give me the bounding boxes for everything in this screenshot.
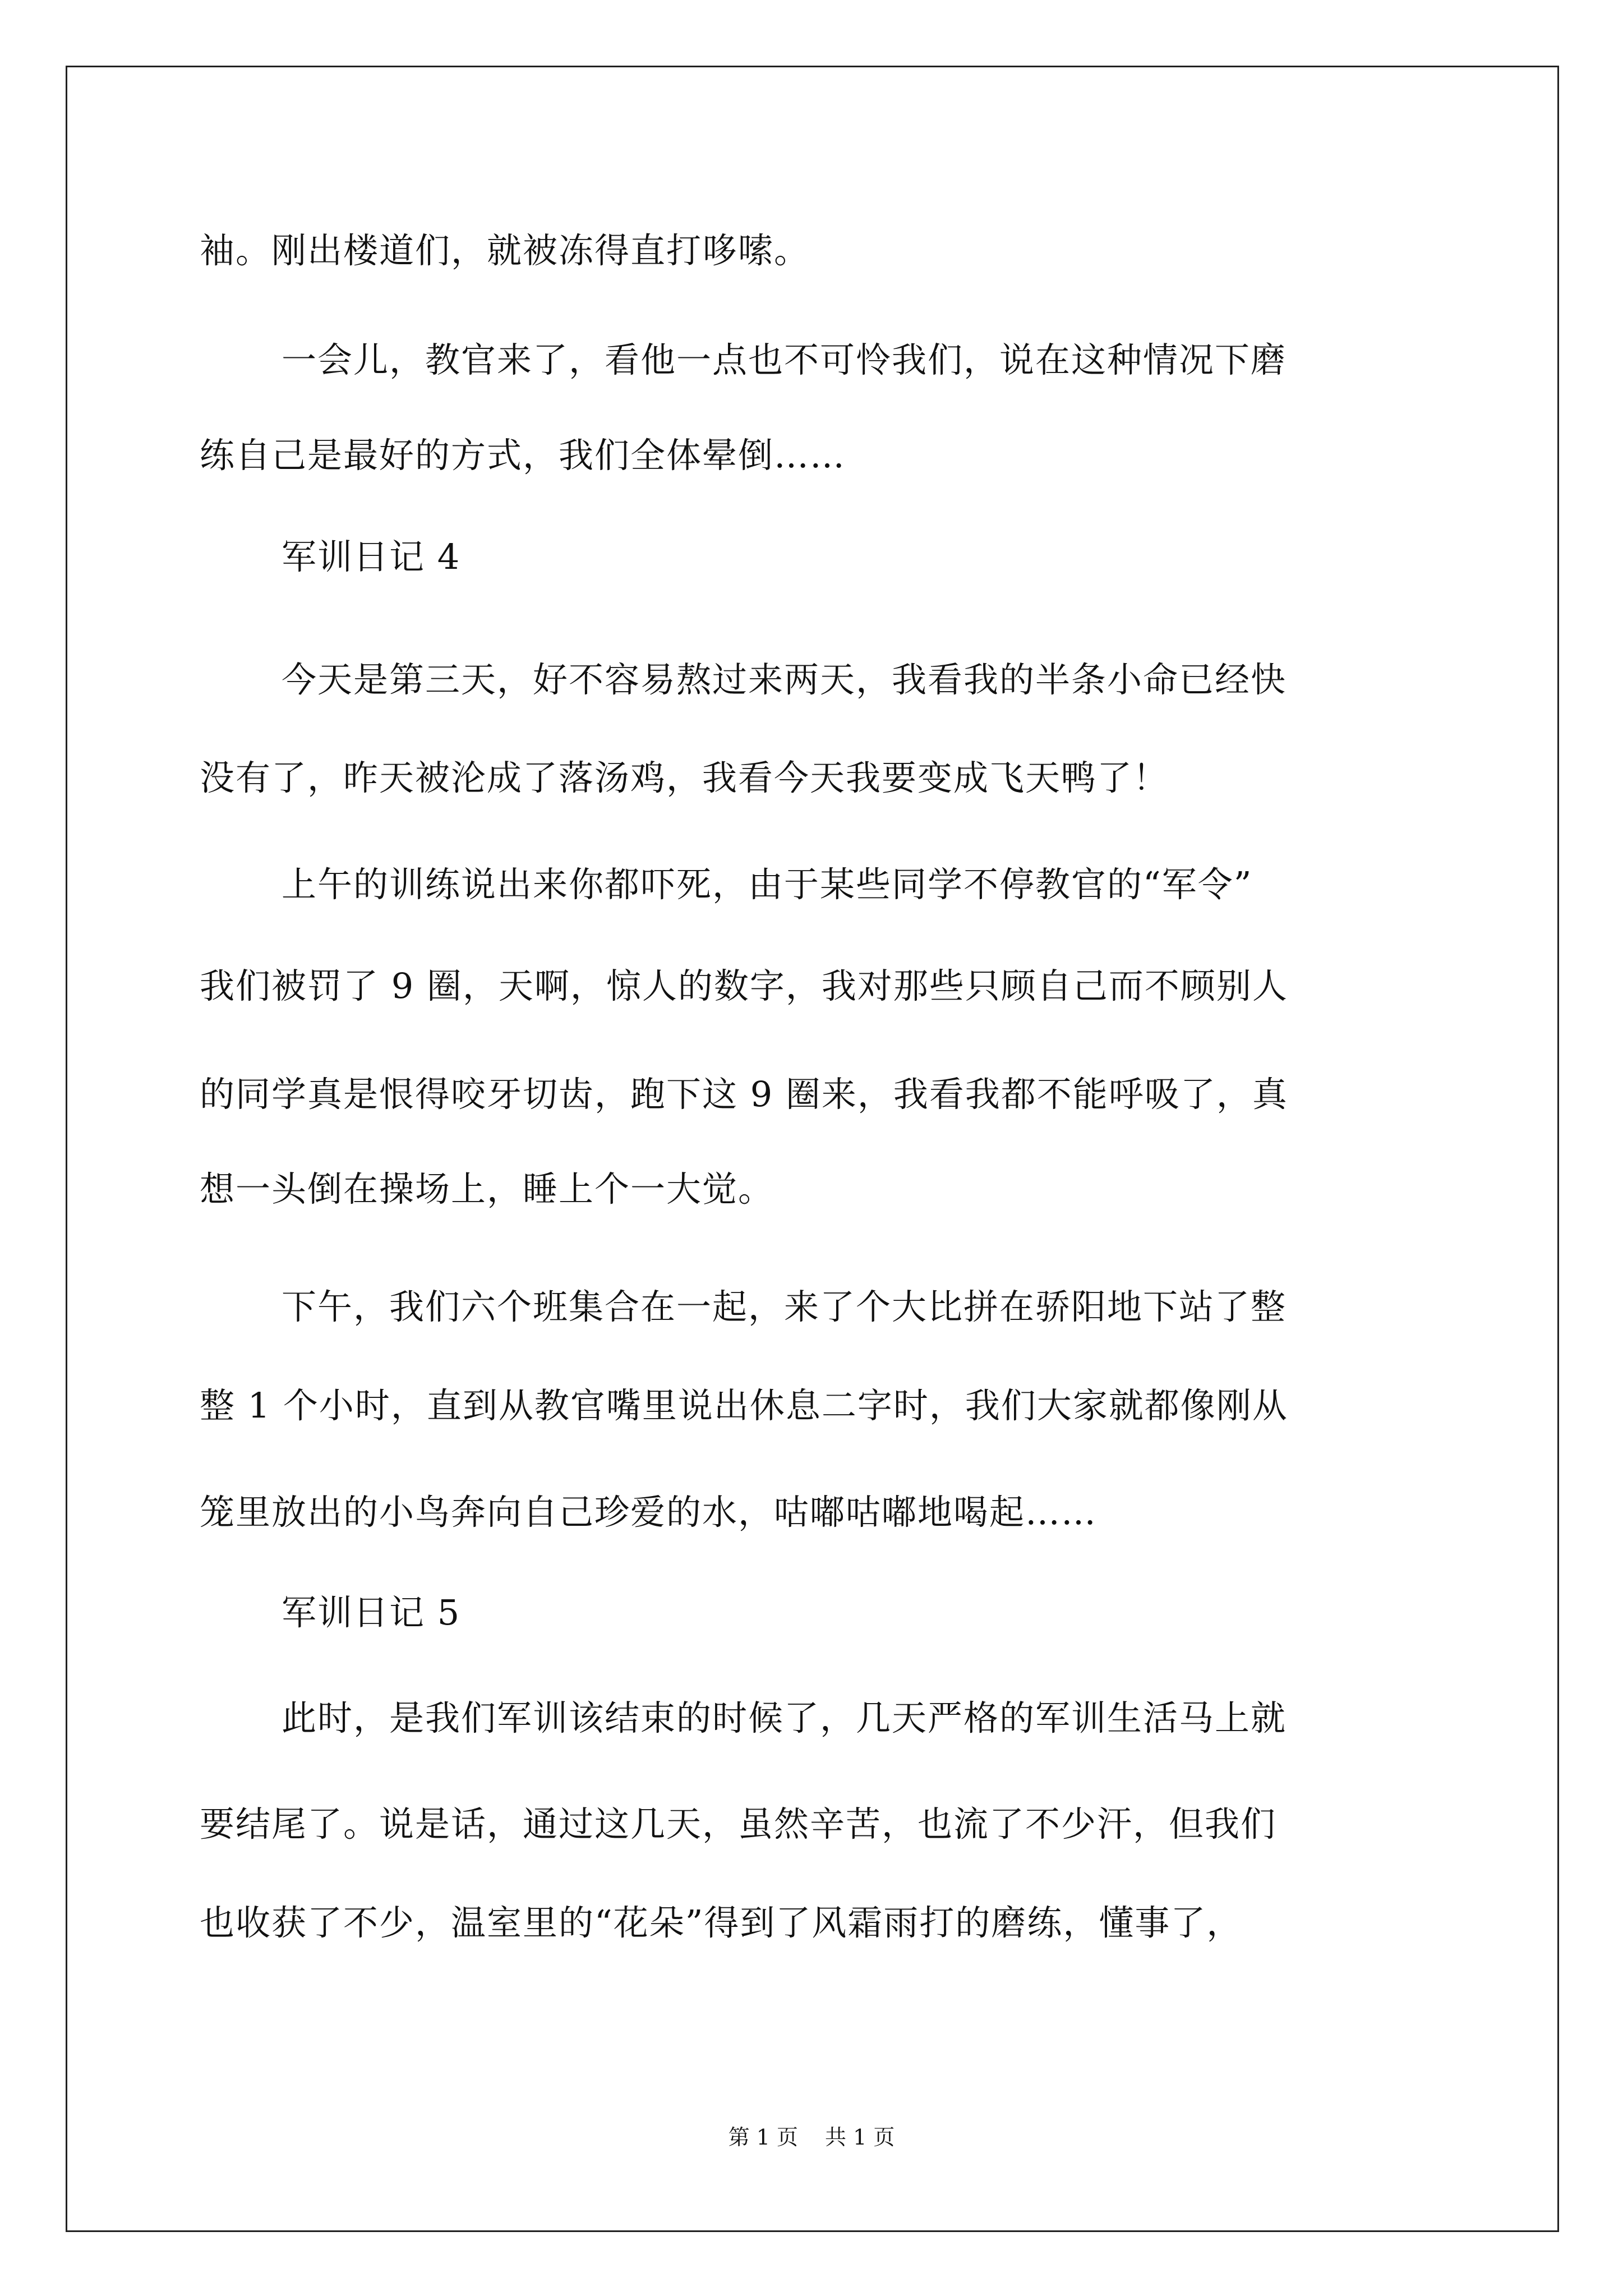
text-line: 今天是第三天，好不容易熬过来两天，我看我的半条小命已经快 [282,659,1287,700]
text-line: 此时，是我们军训该结束的时候了，几天严格的军训生活马上就 [282,1697,1287,1738]
section-heading: 军训日记 5 [282,1592,461,1633]
text-line: 上午的训练说出来你都吓死，由于某些同学不停教官的“军令” [282,864,1253,905]
text-line: 想一头倒在操场上，睡上个一大觉。 [200,1168,774,1209]
text-line: 要结尾了。说是话，通过这几天，虽然辛苦，也流了不少汗，但我们 [200,1803,1277,1844]
page-total: 共 1 页 [825,2125,895,2150]
text-line: 练自己是最好的方式，我们全体晕倒…… [200,435,846,476]
text-line: 袖。刚出楼道们，就被冻得直打哆嗦。 [200,230,810,271]
section-heading: 军训日记 4 [282,536,461,577]
text-line: 也收获了不少，温室里的“花朵”得到了风霜雨打的磨练，懂事了， [200,1902,1243,1943]
text-line: 我们被罚了 9 圈，天啊，惊人的数字，我对那些只顾自己而不顾别人 [200,965,1288,1006]
page-number: 第 1 页 [728,2125,798,2150]
text-line: 笼里放出的小鸟奔向自己珍爱的水，咕嘟咕嘟地喝起…… [200,1492,1098,1533]
text-line: 没有了，昨天被沦成了落汤鸡，我看今天我要变成飞天鸭了！ [200,757,1169,798]
text-line: 下午，我们六个班集合在一起，来了个大比拼在骄阳地下站了整 [282,1286,1287,1327]
text-line: 的同学真是恨得咬牙切齿，跑下这 9 圈来，我看我都不能呼吸了，真 [200,1074,1288,1115]
page-footer [0,2123,1623,2151]
text-line: 一会儿，教官来了，看他一点也不可怜我们，说在这种情况下磨 [282,339,1287,380]
text-line: 整 1 个小时，直到从教官嘴里说出休息二字时，我们大家就都像刚从 [200,1385,1288,1426]
